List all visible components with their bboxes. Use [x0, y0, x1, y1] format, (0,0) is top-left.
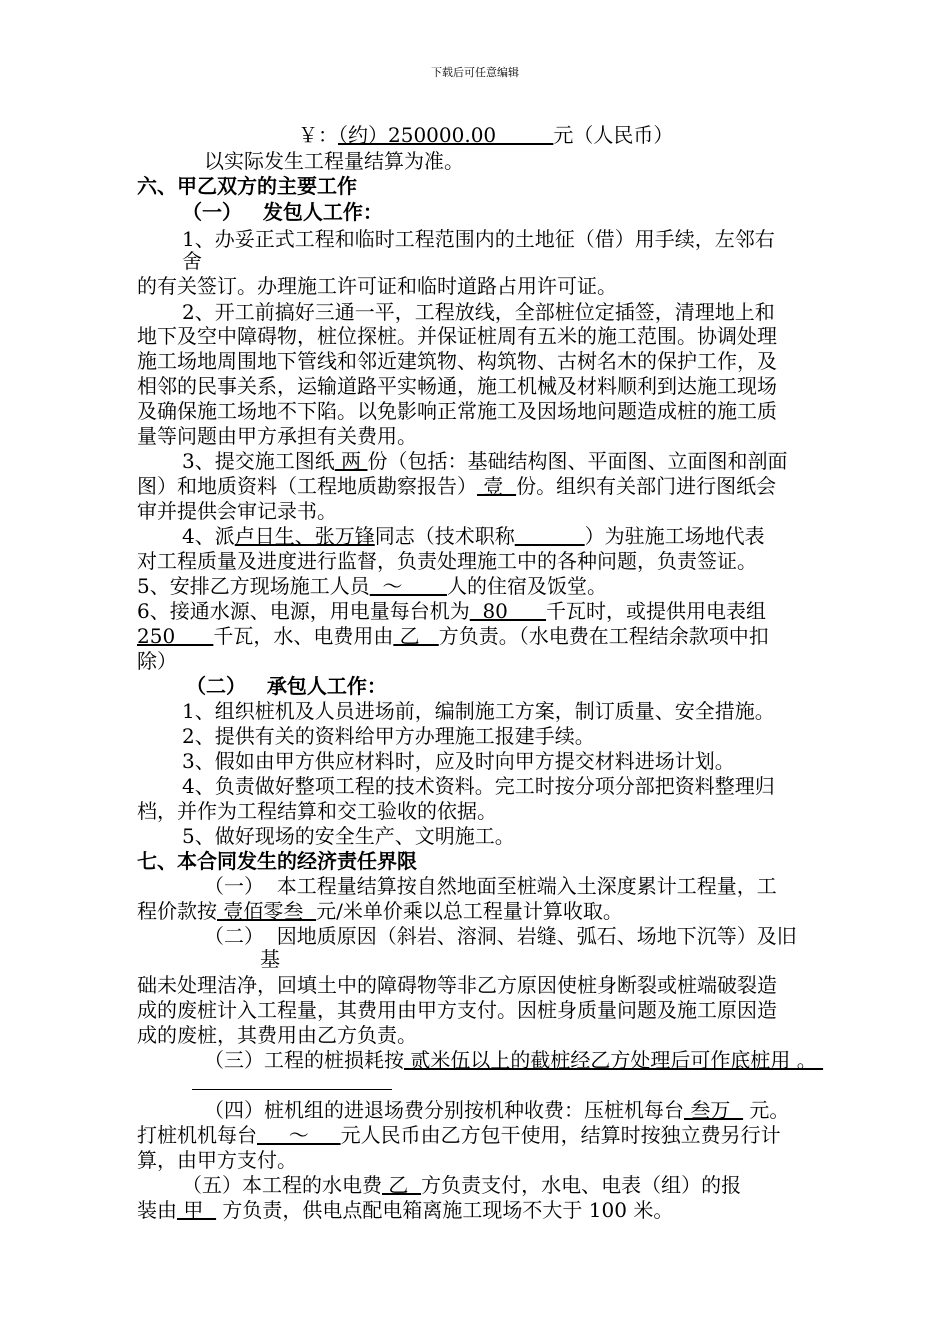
text-run: 七、本合同发生的经济责任界限 — [137, 849, 417, 873]
paragraph-line — [182, 823, 515, 849]
paragraph-line — [204, 1047, 823, 1073]
text-run: 4、负责做好整项工程的技术资料。完工时按分项分部把资料整理归 — [182, 774, 775, 798]
text-run: 的有关签订。办理施工许可证和临时道路占用许可证。 — [137, 274, 617, 298]
text-run: 图）和地质资料（工程地质勘察报告） — [137, 474, 477, 498]
text-run: 及确保施工场地不下陷。以免影响正常施工及因场地问题造成桩的施工质 — [137, 399, 777, 423]
text-run: 六、甲乙双方的主要工作 — [137, 174, 357, 198]
text-run: 元/米单价乘以总工程量计算收取。 — [316, 899, 623, 923]
text-run: 算，由甲方支付。 — [137, 1148, 297, 1172]
paragraph-line — [182, 773, 775, 799]
text-run: 基 — [260, 947, 280, 971]
paragraph-line — [137, 548, 757, 574]
text-run: 2、提供有关的资料给甲方办理施工报建手续。 — [182, 724, 595, 748]
text-run: 人的住宿及饭堂。 — [446, 574, 607, 598]
filled-blank: 两 — [334, 449, 368, 473]
paragraph-line — [182, 226, 775, 252]
amount-line — [298, 122, 673, 148]
paragraph-line — [137, 1022, 417, 1048]
paragraph-line — [182, 723, 595, 749]
filled-blank: ～ — [257, 1123, 341, 1147]
text-run: 相邻的民事关系，运输道路平实畅通，施工机械及材料顺利到达施工现场 — [137, 374, 777, 398]
text-run: 程价款按 — [137, 899, 217, 923]
text-run: 打桩机机每台 — [137, 1123, 257, 1147]
text-run: （一） 发包人工作： — [182, 200, 383, 224]
text-run: 1、办妥正式工程和临时工程范围内的土地征（借）用手续，左邻右 — [182, 227, 775, 251]
paragraph-line — [260, 946, 280, 972]
text-run: 除） — [137, 649, 177, 673]
filled-blank: 叁万 — [684, 1098, 744, 1122]
filled-blank: 80 — [469, 599, 547, 623]
paragraph-line — [182, 698, 775, 724]
filled-blank: 乙 — [393, 624, 439, 648]
filled-blank — [515, 524, 585, 548]
paragraph-line — [137, 573, 607, 599]
text-run: 千瓦时，或提供用电表组 — [546, 599, 767, 623]
text-run: 础未处理洁净，回填土中的障碍物等非乙方原因使桩身断裂或桩端破裂造 — [137, 973, 777, 997]
text-run: 元（人民币） — [553, 123, 674, 147]
paragraph-line — [204, 873, 777, 899]
text-run: 4、派 — [182, 524, 235, 548]
text-run: 施工场地周围地下管线和邻近建筑物、构筑物、古树名木的保护工作，及 — [137, 349, 777, 373]
paragraph-line — [182, 299, 775, 325]
paragraph-line — [182, 1172, 741, 1198]
text-run: ￥： — [298, 123, 338, 147]
text-run: 1、组织桩机及人员进场前，编制施工方案，制订质量、安全措施。 — [182, 699, 775, 723]
paragraph-line — [137, 423, 417, 449]
paragraph-line — [137, 373, 777, 399]
text-run: （二） 承包人工作： — [186, 674, 387, 698]
text-run: （三）工程的桩损耗按 — [204, 1048, 404, 1072]
text-run: 方负责。（水电费在工程结余款项中扣 — [438, 624, 769, 648]
text-run: 份（包括：基础结构图、平面图、立面图和剖面 — [367, 449, 788, 473]
paragraph-line — [137, 898, 623, 924]
page-header: 下载后可任意编辑 — [431, 66, 519, 79]
text-run: 同志（技术职称 — [374, 524, 515, 548]
text-run: 对工程质量及进度进行监督，负责处理施工中的各种问题，负责签证。 — [137, 549, 757, 573]
paragraph-line — [137, 623, 769, 649]
blank-underline — [192, 1089, 392, 1090]
filled-blank: 壹 — [477, 474, 517, 498]
text-run: 千瓦，水、电费用由 — [213, 624, 394, 648]
paragraph-line — [137, 1122, 781, 1148]
paragraph-line — [137, 273, 617, 299]
paragraph-line — [137, 648, 177, 674]
text-run: 装由 — [137, 1198, 177, 1222]
text-run: 地下及空中障碍物，桩位探桩。并保证桩周有五米的施工范围。协调处理 — [137, 324, 777, 348]
text-run: 3、提交施工图纸 — [182, 449, 335, 473]
paragraph-line — [137, 997, 777, 1023]
paragraph-line — [137, 498, 337, 524]
filled-blank: 壹佰零叁 — [217, 899, 317, 923]
text-run: 量等问题由甲方承担有关费用。 — [137, 424, 417, 448]
paragraph-line — [204, 923, 797, 949]
subsection-employer-heading — [182, 199, 383, 225]
text-run: 份。组织有关部门进行图纸会 — [516, 474, 777, 498]
paragraph-line — [137, 972, 777, 998]
filled-blank: 乙 — [382, 1173, 422, 1197]
paragraph-line — [137, 1197, 673, 1223]
filled-blank: 甲 — [177, 1198, 217, 1222]
text-run: 方负责，供电点配电箱离施工现场不大于 100 米。 — [216, 1198, 674, 1222]
text-run: 6、接通水源、电源，用电量每台机为 — [137, 599, 470, 623]
filled-blank: ～ — [369, 574, 447, 598]
text-run: 方负责支付，水电、电表（组）的报 — [421, 1173, 742, 1197]
paragraph-line — [182, 448, 787, 474]
text-run: ）为驻施工场地代表 — [584, 524, 765, 548]
text-run: 元。 — [743, 1098, 790, 1122]
text-run: 2、开工前搞好三通一平，工程放线，全部桩位定插签，清理地上和 — [182, 300, 775, 324]
filled-blank: 250 — [137, 624, 214, 648]
text-run: 成的废桩，其费用由乙方负责。 — [137, 1023, 417, 1047]
text-run: （一） 本工程量结算按自然地面至桩端入土深度累计工程量，工 — [204, 874, 777, 898]
text-run: （四）桩机组的进退场费分别按机种收费：压桩机每台 — [204, 1098, 684, 1122]
section-6-heading — [137, 173, 357, 199]
text-run: 审并提供会审记录书。 — [137, 499, 337, 523]
paragraph-line — [182, 248, 202, 274]
paragraph-line — [182, 523, 765, 549]
paragraph-line — [137, 473, 776, 499]
settlement-note — [204, 148, 464, 174]
subsection-contractor-heading — [186, 673, 387, 699]
text-run: 元人民币由乙方包干使用，结算时按独立费另行计 — [340, 1123, 781, 1147]
section-7-heading — [137, 848, 417, 874]
paragraph-line — [137, 798, 497, 824]
text-run: （五）本工程的水电费 — [182, 1173, 382, 1197]
paragraph-line — [137, 348, 777, 374]
filled-blank: 贰米伍以上的截桩经乙方处理后可作底桩用 。 — [404, 1048, 824, 1072]
text-run: 档，并作为工程结算和交工验收的依据。 — [137, 799, 497, 823]
paragraph-line — [137, 323, 777, 349]
filled-blank: （约）250000.00 — [338, 123, 554, 147]
text-run: （二） 因地质原因（斜岩、溶洞、岩缝、弧石、场地下沉等）及旧 — [204, 924, 797, 948]
text-run: 舍 — [182, 249, 202, 273]
filled-blank: 卢日生、张万锋 — [234, 524, 375, 548]
text-run: 5、安排乙方现场施工人员 — [137, 574, 370, 598]
paragraph-line — [137, 598, 766, 624]
paragraph-line — [204, 1097, 789, 1123]
paragraph-line — [137, 398, 777, 424]
text-run: 以实际发生工程量结算为准。 — [204, 149, 464, 173]
text-run: 3、假如由甲方供应材料时，应及时向甲方提交材料进场计划。 — [182, 749, 735, 773]
paragraph-line — [137, 1147, 297, 1173]
text-run: 成的废桩计入工程量，其费用由甲方支付。因桩身质量问题及施工原因造 — [137, 998, 777, 1022]
paragraph-line — [182, 748, 735, 774]
text-run: 5、做好现场的安全生产、文明施工。 — [182, 824, 515, 848]
